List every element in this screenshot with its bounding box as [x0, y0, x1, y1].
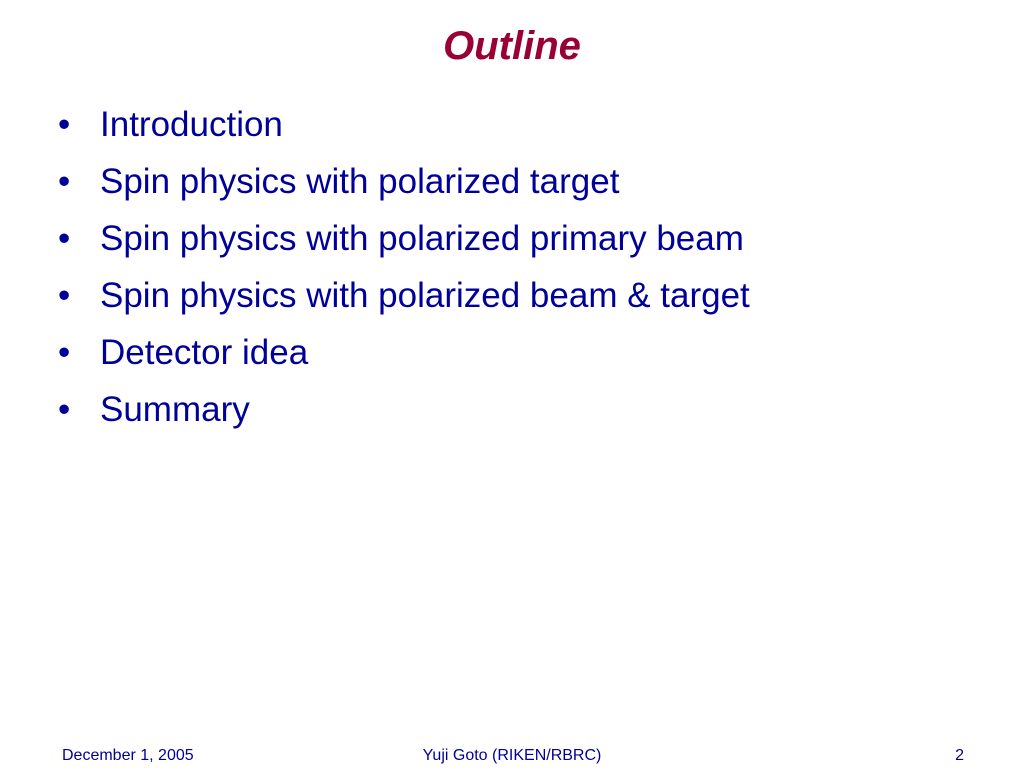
bullet-icon: •: [58, 390, 71, 429]
bullet-icon: •: [58, 162, 71, 201]
footer-page-number: 2: [955, 747, 964, 764]
bullet-text: Summary: [100, 390, 250, 429]
slide-title: Outline: [443, 24, 581, 68]
bullet-icon: •: [58, 105, 71, 144]
bullet-text: Spin physics with polarized primary beam: [100, 219, 744, 258]
bullet-icon: •: [58, 276, 71, 315]
bullet-text: Spin physics with polarized beam & target: [100, 276, 750, 315]
bullet-text: Spin physics with polarized target: [100, 162, 620, 201]
footer-date: December 1, 2005: [62, 747, 194, 764]
bullet-icon: •: [58, 333, 71, 372]
footer-author: Yuji Goto (RIKEN/RBRC): [422, 747, 602, 764]
bullet-icon: •: [58, 219, 71, 258]
bullet-text: Detector idea: [100, 333, 309, 372]
bullet-text: Introduction: [100, 105, 283, 144]
